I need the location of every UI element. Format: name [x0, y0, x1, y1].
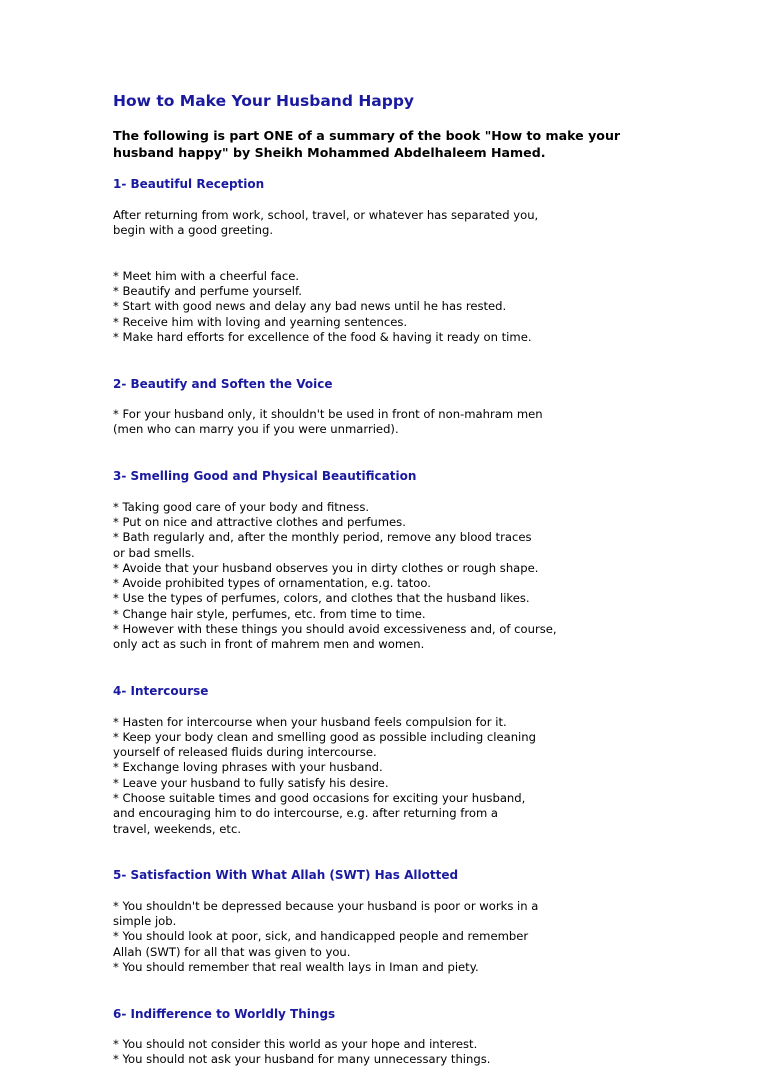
section-heading: 1- Beautiful Reception — [113, 177, 265, 191]
bullet-list: * Taking good care of your body and fitness. * Put on nice and attractive clothes and perfumes. * Bath regularly and, after the monthly period, remove any blood traces or bad smells. * Avoide that your husband observes you in dirty clothes or rough shape. * Avoide prohibited types of ornamentation, e.g. tatoo. * Use the types of perfumes, colors, and clothes that the husband likes. * Change hair style, perfumes, etc. from time to time. * However with these things you should avoid excessiveness and, of course, only act as such in front of mahrem men and women. — [113, 499, 557, 652]
section-satisfaction — [113, 868, 733, 990]
section-body — [113, 484, 733, 668]
bullet-list: * For your husband only, it shouldn't be used in front of non-mahram men (men who can marry you if you were unmarried). — [113, 407, 543, 437]
section-body — [113, 192, 733, 360]
section-heading: 3- Smelling Good and Physical Beautification — [113, 469, 417, 484]
document-title: How to Make Your Husband Happy — [113, 92, 415, 110]
section-indifference — [113, 1007, 733, 1083]
bullet-list: * You shouldn't be depressed because your husband is poor or works in a simple job. * You should look at poor, sick, and handicapped people and remember Allah (SWT) for all that was given to you. * You should remember that real wealth lays in Iman and piety. — [113, 898, 539, 974]
bullet-list: * You should not consider this world as your hope and interest. * You should not ask your husband for many unnecessary things. — [113, 1037, 491, 1067]
section-beautiful-reception — [113, 177, 733, 361]
section-body — [113, 1022, 733, 1083]
section-intercourse — [113, 684, 733, 852]
section-smelling-good — [113, 469, 733, 668]
bullet-list: * Hasten for intercourse when your husband feels compulsion for it. * Keep your body clean and smelling good as possible including cleaning yourself of released fluids during intercourse. * Exchange loving phrases with your husband. * Leave your husband to fully satisfy his desire. * Choose suitable times and good occasions for exciting your husband, and encouraging him to do intercourse, e.g. after returning from a travel, weekends, etc. — [113, 714, 536, 836]
section-heading: 2- Beautify and Soften the Voice — [113, 376, 333, 391]
section-heading: 5- Satisfaction With What Allah (SWT) Has Allotted — [113, 868, 459, 883]
intro-text: The following is part ONE of a summary of the book "How to make your husband happy" by Sheikh Mohammed Abdelhaleem Hamed. — [113, 128, 621, 160]
section-heading: 4- Intercourse — [113, 683, 209, 698]
document-page — [113, 90, 733, 1083]
section-body — [113, 392, 733, 453]
section-beautify-voice — [113, 377, 733, 453]
paragraph: After returning from work, school, travel, or whatever has separated you, begin with a good greeting. — [113, 207, 539, 237]
section-heading: 6- Indifference to Worldly Things — [113, 1006, 336, 1021]
section-body — [113, 883, 733, 990]
section-body — [113, 699, 733, 852]
bullet-list: * Meet him with a cheerful face. * Beautify and perfume yourself. * Start with good news and delay any bad news until he has rested. * Receive him with loving and yearning sentences. * Make hard efforts for excellence of the food & having it ready on time. — [113, 268, 532, 344]
